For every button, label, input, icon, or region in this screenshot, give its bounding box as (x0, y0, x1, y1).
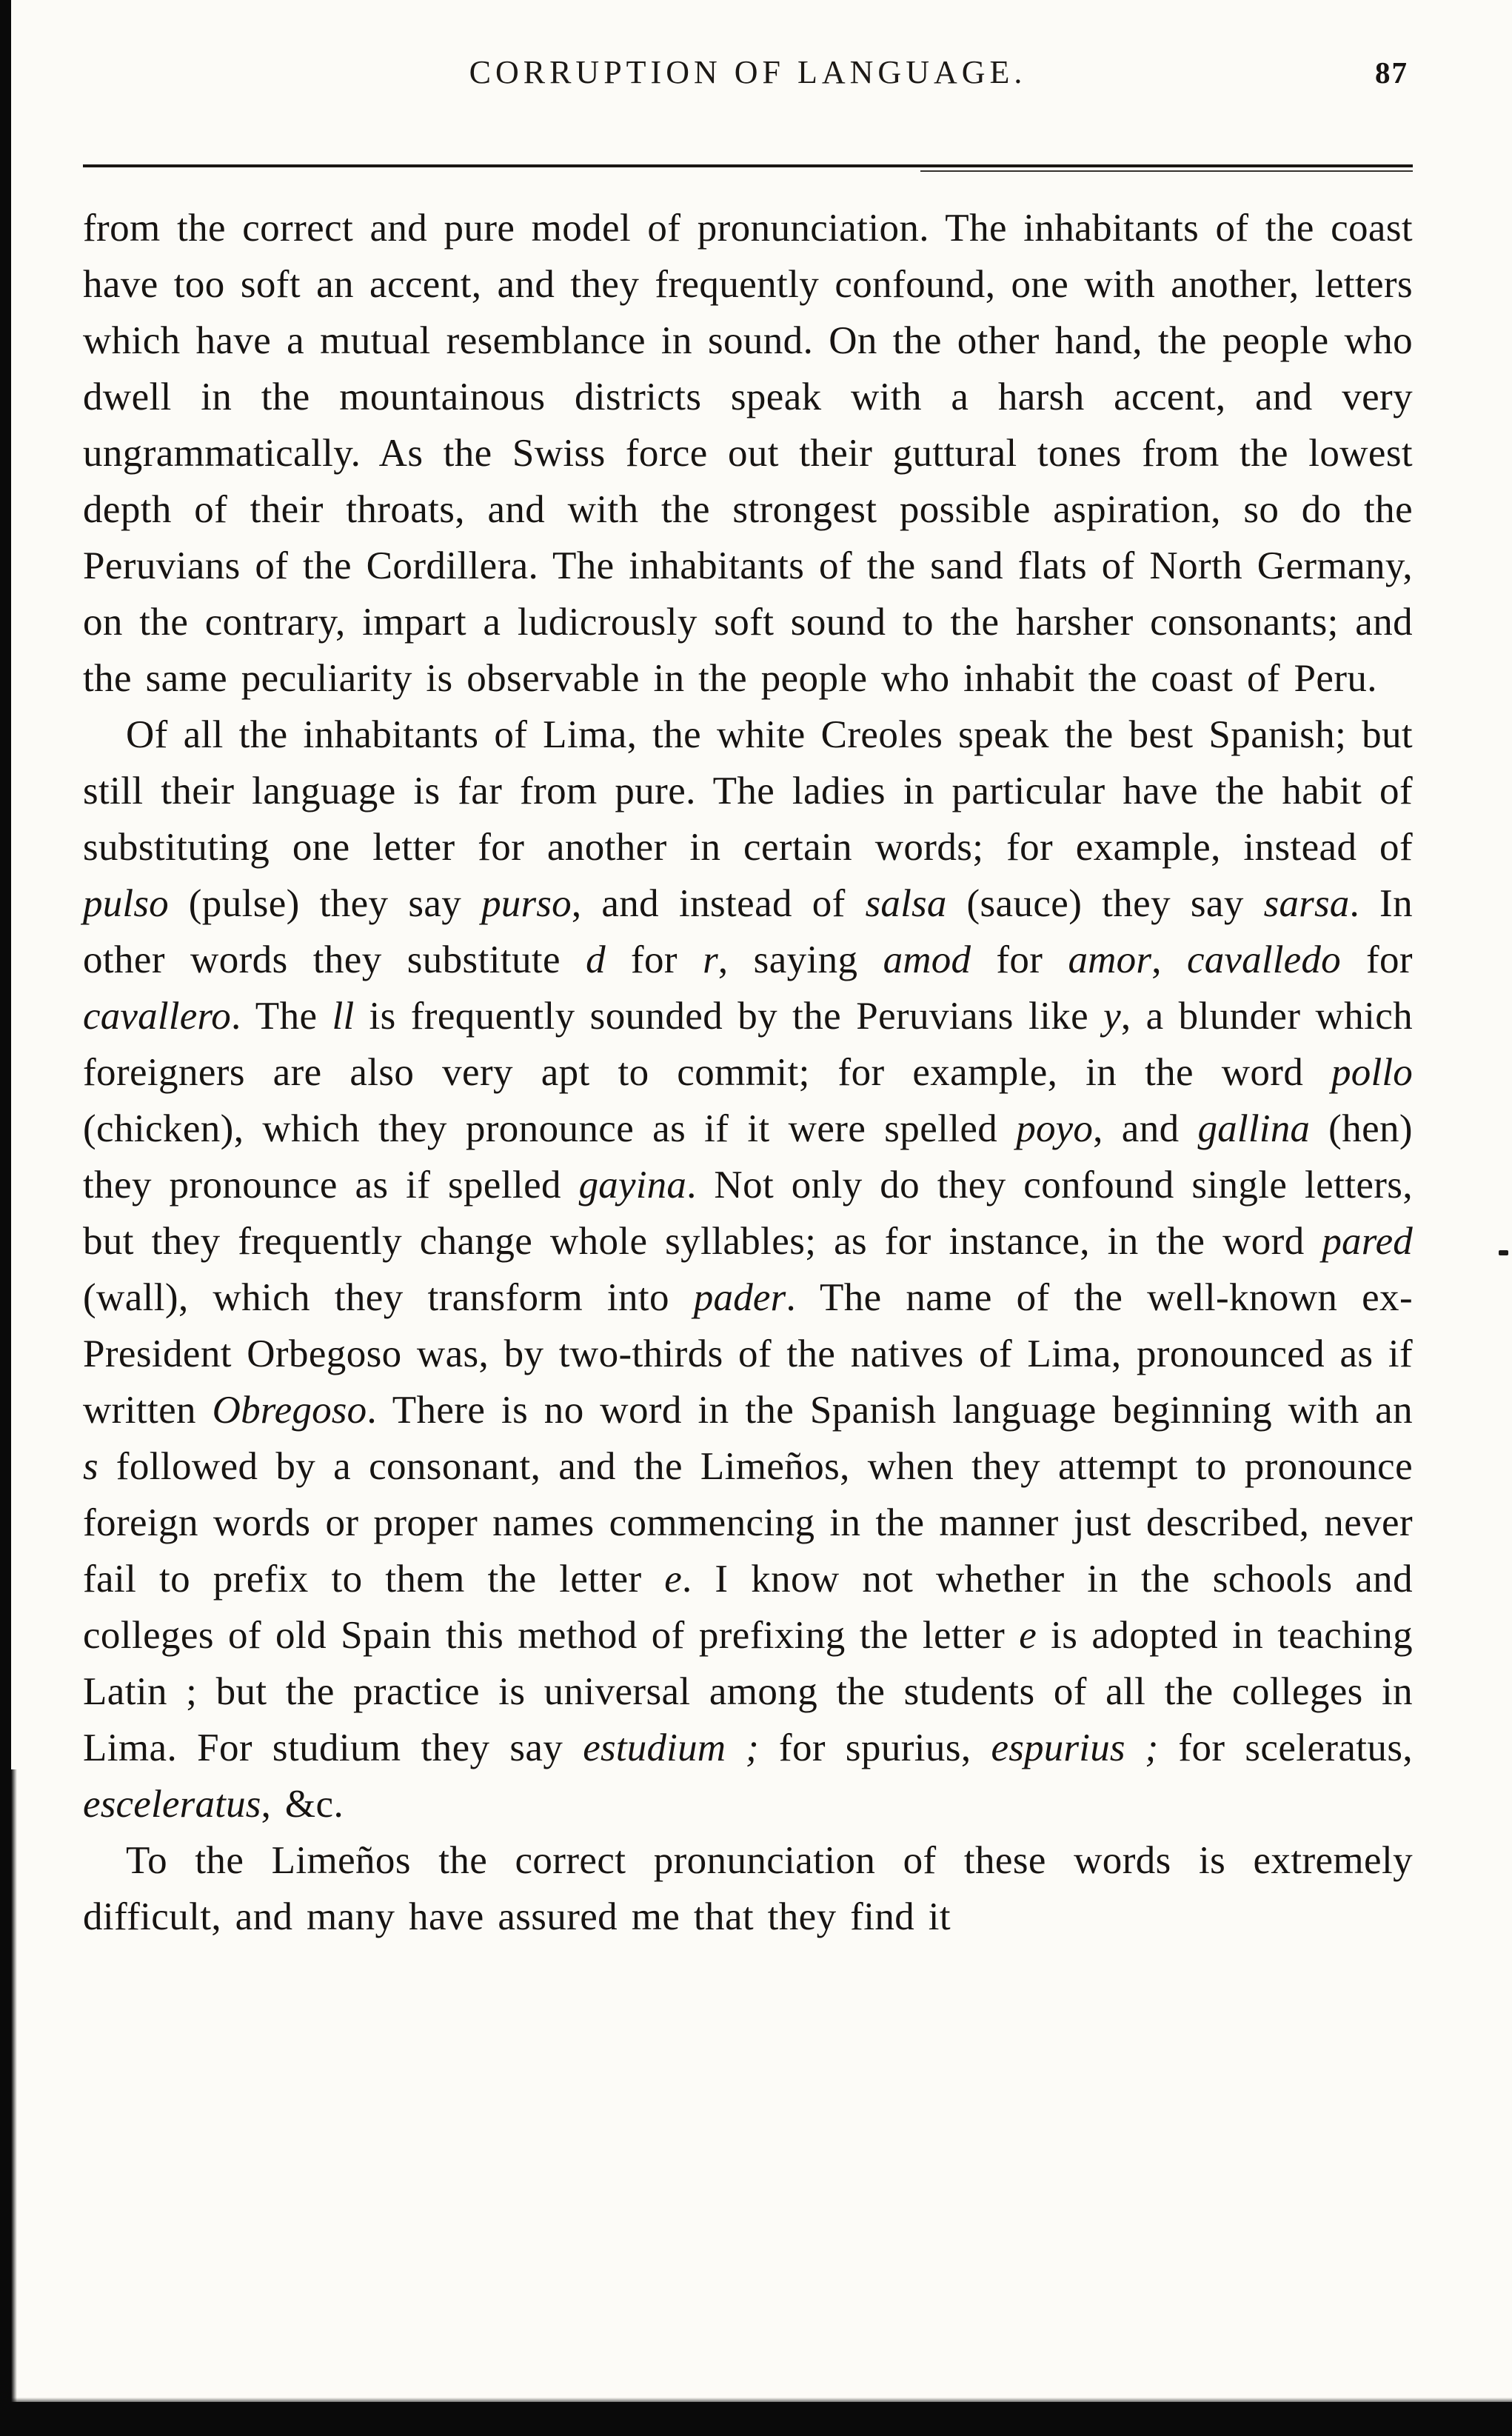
italic-text-segment: e (1019, 1614, 1037, 1657)
italic-text-segment: gayina (578, 1164, 687, 1207)
text-segment: (chicken), which they pronounce as if it were spelled (83, 1107, 1017, 1150)
italic-text-segment: e (664, 1558, 682, 1601)
text-segment: , a blunder which foreigners are also very apt to commit; for example, in the word (83, 995, 1414, 1094)
scan-speck (1499, 1250, 1508, 1255)
italic-text-segment: gallina (1197, 1107, 1311, 1150)
italic-text-segment: salsa (865, 882, 947, 925)
header-rule (83, 164, 1413, 167)
italic-text-segment: esceleratus (83, 1783, 261, 1826)
text-segment: , &c. (261, 1783, 344, 1826)
text-segment: (wall), which they transform into (83, 1276, 694, 1319)
italic-text-segment: espurius ; (991, 1726, 1159, 1769)
text-segment: for (1340, 938, 1413, 981)
text-segment: (pulse) they say (168, 882, 482, 925)
italic-text-segment: pulso (83, 882, 169, 925)
text-segment: , (1151, 938, 1187, 981)
text-segment: for (971, 938, 1068, 981)
paragraph (83, 1832, 1413, 1945)
paragraph (83, 200, 1413, 707)
text-segment: . Not only do they confound single letters, but they frequently change whole syllables; as for instance, in the word (83, 1164, 1413, 1263)
italic-text-segment: sarsa (1263, 882, 1350, 925)
italic-text-segment: estudium ; (583, 1726, 759, 1769)
italic-text-segment: d (586, 938, 606, 981)
text-segment: Of all the inhabitants of Lima, the white Creoles speak the best Spanish; but still their language is far from pure. The ladies in particular have the habit of substituting one letter for another in certain words; for example, instead of (83, 713, 1413, 869)
scan-edge-bottom (0, 2402, 1512, 2436)
page-number: 87 (1375, 56, 1408, 90)
text-block (83, 200, 1413, 1945)
italic-text-segment: s (83, 1445, 98, 1488)
text-segment: . There is no word in the Spanish language beginning with an (367, 1389, 1414, 1432)
paragraph (83, 707, 1413, 1832)
italic-text-segment: cavallero (83, 995, 231, 1038)
italic-text-segment: amor (1068, 938, 1152, 981)
italic-text-segment: pollo (1331, 1051, 1413, 1094)
text-segment: is adopted in teaching Latin ; but the practice is universal among the students of all the colleges in Lima. For studium they say (83, 1614, 1413, 1769)
text-segment: from the correct and pure model of pronunciation. The inhabitants of the coast have too soft an accent, and they frequently confound, one with another, letters which have a mutual resemblance in sound. On the other hand, the people who dwell in the mountainous districts speak with a harsh accent, and very ungrammatically. As the Swiss force out their guttural tones from the lowest depth of their throats, and with the strongest possible aspiration, so do the Peruvians of the Cordillera. The inhabitants of the sand flats of North Germany, on the contrary, impart a ludicrously soft sound to the harsher consonants; and the same peculiarity is observable in the people who inhabit the coast of Peru. (83, 207, 1413, 700)
italic-text-segment: r (703, 938, 718, 981)
text-segment: , and instead of (571, 882, 866, 925)
italic-text-segment: Obregoso (212, 1389, 367, 1432)
scan-edge-left (0, 0, 11, 2436)
page-header (83, 53, 1413, 121)
page-content (83, 53, 1413, 1945)
text-segment: . I know not whether in the schools and colleges of old Spain this method of prefixing the letter (83, 1558, 1413, 1657)
text-segment: , and (1093, 1107, 1198, 1150)
text-segment: , saying (717, 938, 883, 981)
italic-text-segment: purso (481, 882, 572, 925)
text-segment: followed by a consonant, and the Limeños, when they attempt to pronounce foreign words or proper names commencing in the manner just described, never fail to prefix to them the letter (83, 1445, 1413, 1601)
italic-text-segment: amod (883, 938, 971, 981)
italic-text-segment: pared (1322, 1220, 1413, 1263)
header-rule-echo (920, 170, 1413, 172)
text-segment: . The name of the well-known ex-President Orbegoso was, by two-thirds of the natives of Lima, pronounced as if written (83, 1276, 1414, 1432)
italic-text-segment: cavalledo (1186, 938, 1341, 981)
text-segment: . In other words they substitute (83, 882, 1413, 981)
text-segment: (hen) they pronounce as if spelled (83, 1107, 1413, 1207)
running-title: CORRUPTION OF LANGUAGE. (469, 54, 1027, 90)
text-segment: for sceleratus, (1158, 1726, 1413, 1769)
italic-text-segment: ll (332, 995, 355, 1038)
text-segment: is frequently sounded by the Peruvians like (354, 995, 1104, 1038)
text-segment: for spurius, (758, 1726, 991, 1769)
text-segment: . The (230, 995, 332, 1038)
italic-text-segment: y (1103, 995, 1121, 1038)
text-segment: (sauce) they say (946, 882, 1264, 925)
text-segment: To the Limeños the correct pronunciation of these words is extremely difficult, and many have assured me that they find it (83, 1839, 1413, 1938)
italic-text-segment: pader (693, 1276, 786, 1319)
italic-text-segment: poyo (1016, 1107, 1094, 1150)
text-segment: for (605, 938, 703, 981)
